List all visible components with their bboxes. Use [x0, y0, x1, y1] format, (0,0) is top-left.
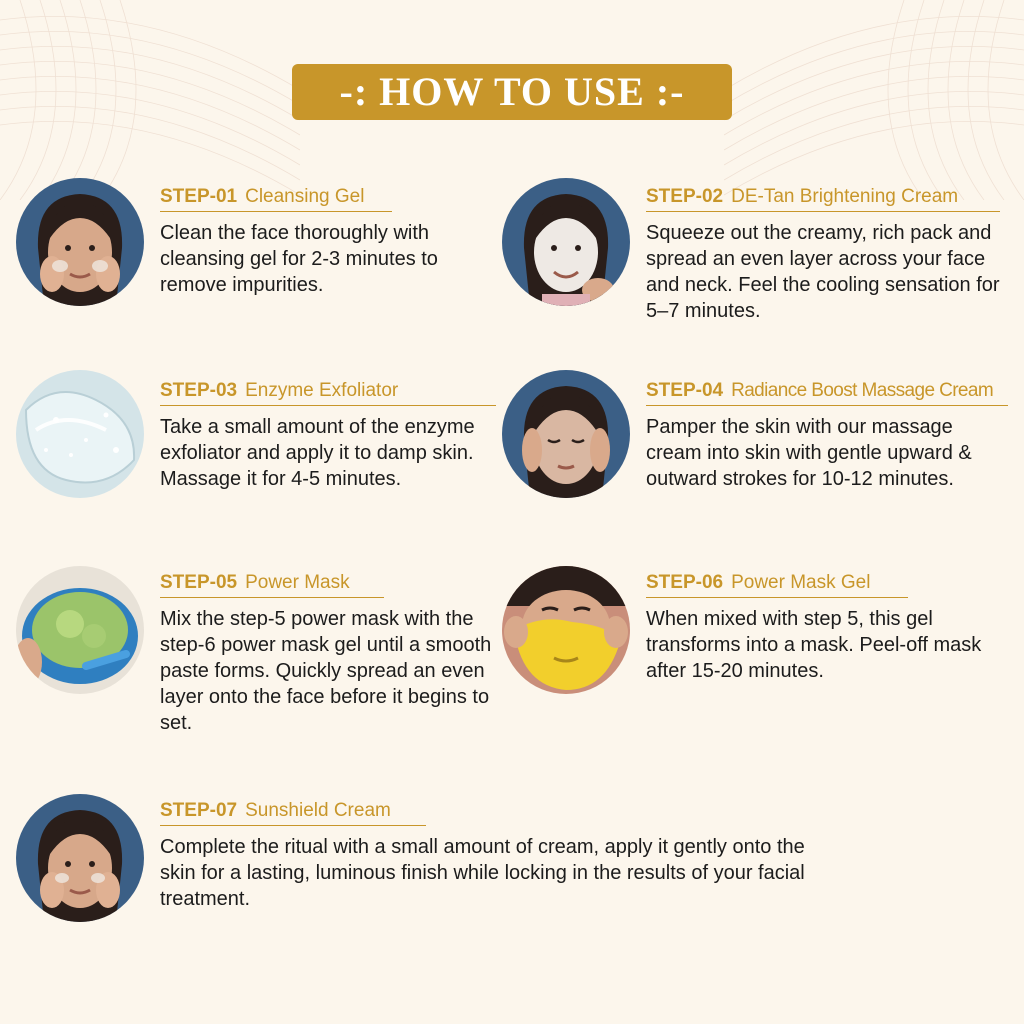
step-5-name: Power Mask — [245, 572, 350, 593]
step-4-image — [502, 370, 630, 498]
page-title: -: HOW TO USE :- — [339, 69, 685, 114]
step-3-image — [16, 370, 144, 498]
step-1-number: STEP-01 — [160, 186, 238, 207]
step-3-number: STEP-03 — [160, 380, 238, 401]
step-4-name: Radiance Boost Massage Cream — [731, 380, 994, 401]
step-1-description: Clean the face thoroughly with cleansing gel for 2-3 minutes to remove impurities. — [160, 222, 438, 296]
step-2-description: Squeeze out the creamy, rich pack and spread an even layer across your face and neck. Feel the cooling sensation for 5–7 minutes. — [646, 222, 1000, 322]
step-6-name: Power Mask Gel — [731, 572, 871, 593]
step-1-title — [160, 186, 392, 212]
step-4-title — [646, 380, 1008, 406]
step-3-description: Take a small amount of the enzyme exfoliator and apply it to damp skin. Massage it for 4-5 minutes. — [160, 416, 475, 490]
page-title-banner — [292, 64, 732, 120]
step-5-number: STEP-05 — [160, 572, 238, 593]
step-6-image — [502, 566, 630, 694]
step-7-number: STEP-07 — [160, 800, 238, 821]
decorative-line-pattern — [0, 0, 300, 200]
step-5-image — [16, 566, 144, 694]
step-3-name: Enzyme Exfoliator — [245, 380, 399, 401]
step-5-description: Mix the step-5 power mask with the step-6 power mask gel until a smooth paste forms. Quickly spread an even layer onto the face before it begins to set. — [160, 608, 492, 734]
step-2-number: STEP-02 — [646, 186, 724, 207]
step-7-description: Complete the ritual with a small amount of cream, apply it gently onto the skin for a lasting, luminous finish while locking in the results of your facial treatment. — [160, 836, 805, 910]
step-6-number: STEP-06 — [646, 572, 724, 593]
step-2-image — [502, 178, 630, 306]
step-7-image — [16, 794, 144, 922]
step-1-name: Cleansing Gel — [245, 186, 365, 207]
step-3-title — [160, 380, 496, 406]
step-4-number: STEP-04 — [646, 380, 724, 401]
step-1-image — [16, 178, 144, 306]
step-2-name: DE-Tan Brightening Cream — [731, 186, 959, 207]
step-4-description: Pamper the skin with our massage cream into skin with gentle upward & outward strokes for 10-12 minutes. — [646, 416, 972, 490]
step-7-name: Sunshield Cream — [245, 800, 391, 821]
step-6-title — [646, 572, 908, 598]
step-7-title — [160, 800, 426, 826]
step-5-title — [160, 572, 384, 598]
step-6-description: When mixed with step 5, this gel transforms into a mask. Peel-off mask after 15-20 minutes. — [646, 608, 982, 682]
decorative-line-pattern — [724, 0, 1024, 200]
step-2-title — [646, 186, 1000, 212]
